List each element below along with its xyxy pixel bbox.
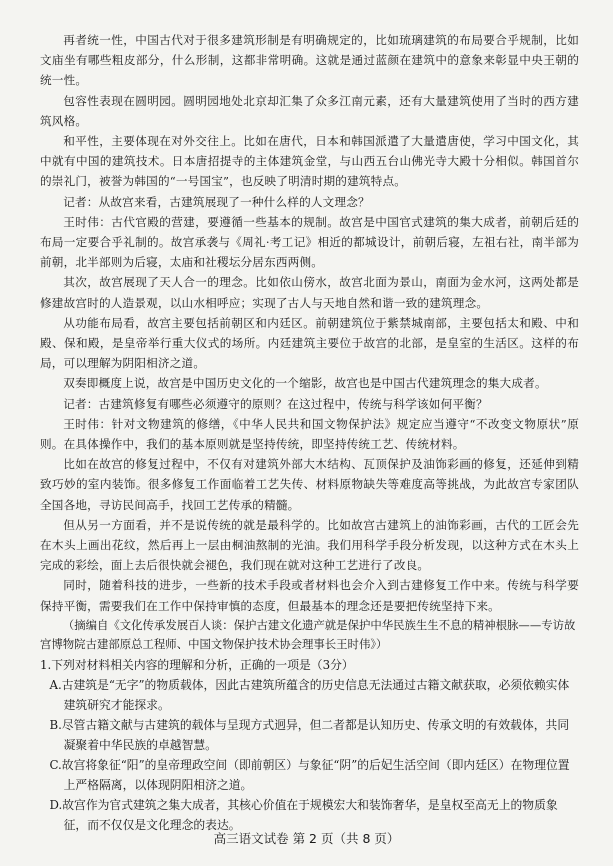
paragraph-restoration: 比如在故宫的修复过程中，不仅有对建筑外部大木结构、瓦顶保护及油饰彩画的修复，还延伸到精致巧妙的室内装饰。很多修复工作面临着工艺失传、材料原物缺失等难度高等挑战，为此故宫专家团队全国各地，寻访民间高手，找回工艺传承的精髓。 (40, 457, 579, 512)
question-stem: 1.下列对材料相关内容的理解和分析，正确的一项是（3分） (40, 657, 354, 672)
interview-question-1: 记者：从故宫来看，古建筑展现了一种什么样的人文理念？ (63, 194, 370, 209)
paragraph-balance: 同时，随着科技的进步，一些新的技术手段或者材料也会介入到古建修复工作中来。传统与科学要保持平衡，需要我们在工作中保持审慎的态度，但最基本的理念还是要把传统坚持下来。 (40, 578, 579, 613)
interview-answer-2: 王时伟：针对文物建筑的修缮，《中华人民共和国文物保护法》规定应当遵守“不改变文物原状”原则。在具体操作中，我们的基本原则就是坚持传统，即坚持传统工艺、传统材料。 (40, 416, 579, 452)
interview-question-2: 记者：古建筑修复有哪些必须遵守的原则？在这过程中，传统与科学该如何平衡？ (63, 396, 488, 411)
article-source: （摘编自《文化传承发展百人谈：保护古建文化遗产就是保护中华民族生生不息的精神根脉——专访故宫博物院古建部原总工程师、中国文物保护技术协会理事长王时伟》） (40, 617, 576, 652)
paragraph-peacefulness: 和平性，主要体现在对外交往上。比如在唐代，日本和韩国派遣了大量遣唐使，学习中国文化，其中就有中国的建筑技术。日本唐招提寺的主体建筑金堂，与山西五台山佛光寺大殿十分相似。韩国首尔的崇礼门，被誉为韩国的“一号国宝”，也反映了明清时期的建筑特点。 (40, 134, 579, 189)
paragraph-science: 但从另一方面看，并不是说传统的就是最科学的。比如故宫古建筑上的油饰彩画，古代的工匠会先在木头上画出花纹，然后再上一层由桐油熬制的光油。我们用科学手段分析发现，以这种方式在木头上完成的彩绘，面上去后很快就会褪色，我们现在就对这种工艺进行了改良。 (40, 517, 579, 573)
option-b: B.尽管古籍文献与古建筑的载体与呈现方式迥异，但二者都是认知历史、传承文明的有效载体，共同凝聚着中华民族的卓越智慧。 (49, 717, 570, 752)
paragraph-inclusiveness: 包容性表现在圆明园。圆明园地处北京却汇集了众多江南元素，还有大量建筑使用了当时的西方建筑风格。 (40, 93, 579, 128)
option-d: D.故宫作为官式建筑之集大成者，其核心价值在于规模宏大和装饰奢华，是皇权至高无上的物质象征，而不仅仅是文化理念的表达。 (49, 797, 558, 832)
paragraph-summary: 双奏即概度上说，故宫是中国历史文化的一个缩影，故宫也是中国古代建筑理念的集大成者。 (63, 376, 547, 391)
option-c: C.故宫将象征“阳”的皇帝理政空间（即前朝区）与象征“阴”的后妃生活空间（即内廷区）在物理位置上严格隔离，以体现阴阳相济之道。 (49, 757, 570, 792)
option-a: A.古建筑是“无字”的物质载体，因此古建筑所蕴含的历史信息无法通过古籍文献获取，必须依赖实体建筑研究才能探求。 (49, 677, 570, 712)
interview-answer-1: 王时伟：古代官殿的营建，要遵循一些基本的规制。故宫是中国官式建筑的集大成者，前朝后廷的布局一定要合乎礼制的。故宫承袭与《周礼·考工记》相近的都城设计，前朝后寝，左祖右社，南半部为前朝，北半部则为后寝，太庙和社稷坛分居东西两侧。 (40, 214, 579, 270)
article-body (40, 30, 579, 616)
paragraph-unity: 再者统一性，中国古代对于很多建筑形制是有明确规定的，比如琉璃建筑的布局要合乎规制，比如文庙坐有哪些粗皮部分，什么形制，这都非常明确。这就是通过蓝颜在建筑中的意象来彰显中央王朝的统一性。 (40, 33, 579, 88)
paragraph-harmony: 其次，故宫展现了天人合一的理念。比如依山傍水，故宫北面为景山，南面为金水河，这两处都是修建故宫时的人造景观，以山水相呼应；实现了古人与天地自然和谐一致的建筑理念。 (40, 275, 579, 310)
paragraph-layout: 从功能布局看，故宫主要包括前朝区和内廷区。前朝建筑位于紫禁城南部，主要包括太和殿、中和殿、保和殿，是皇帝举行重大仪式的场所。内廷建筑主要位于故宫的北部，是皇室的生活区。这样的布局，可以理解为阴阳相济之道。 (40, 315, 579, 371)
page-footer: 高三语文试卷 第 2 页（共 8 页） (213, 831, 400, 846)
question-block (40, 655, 579, 835)
